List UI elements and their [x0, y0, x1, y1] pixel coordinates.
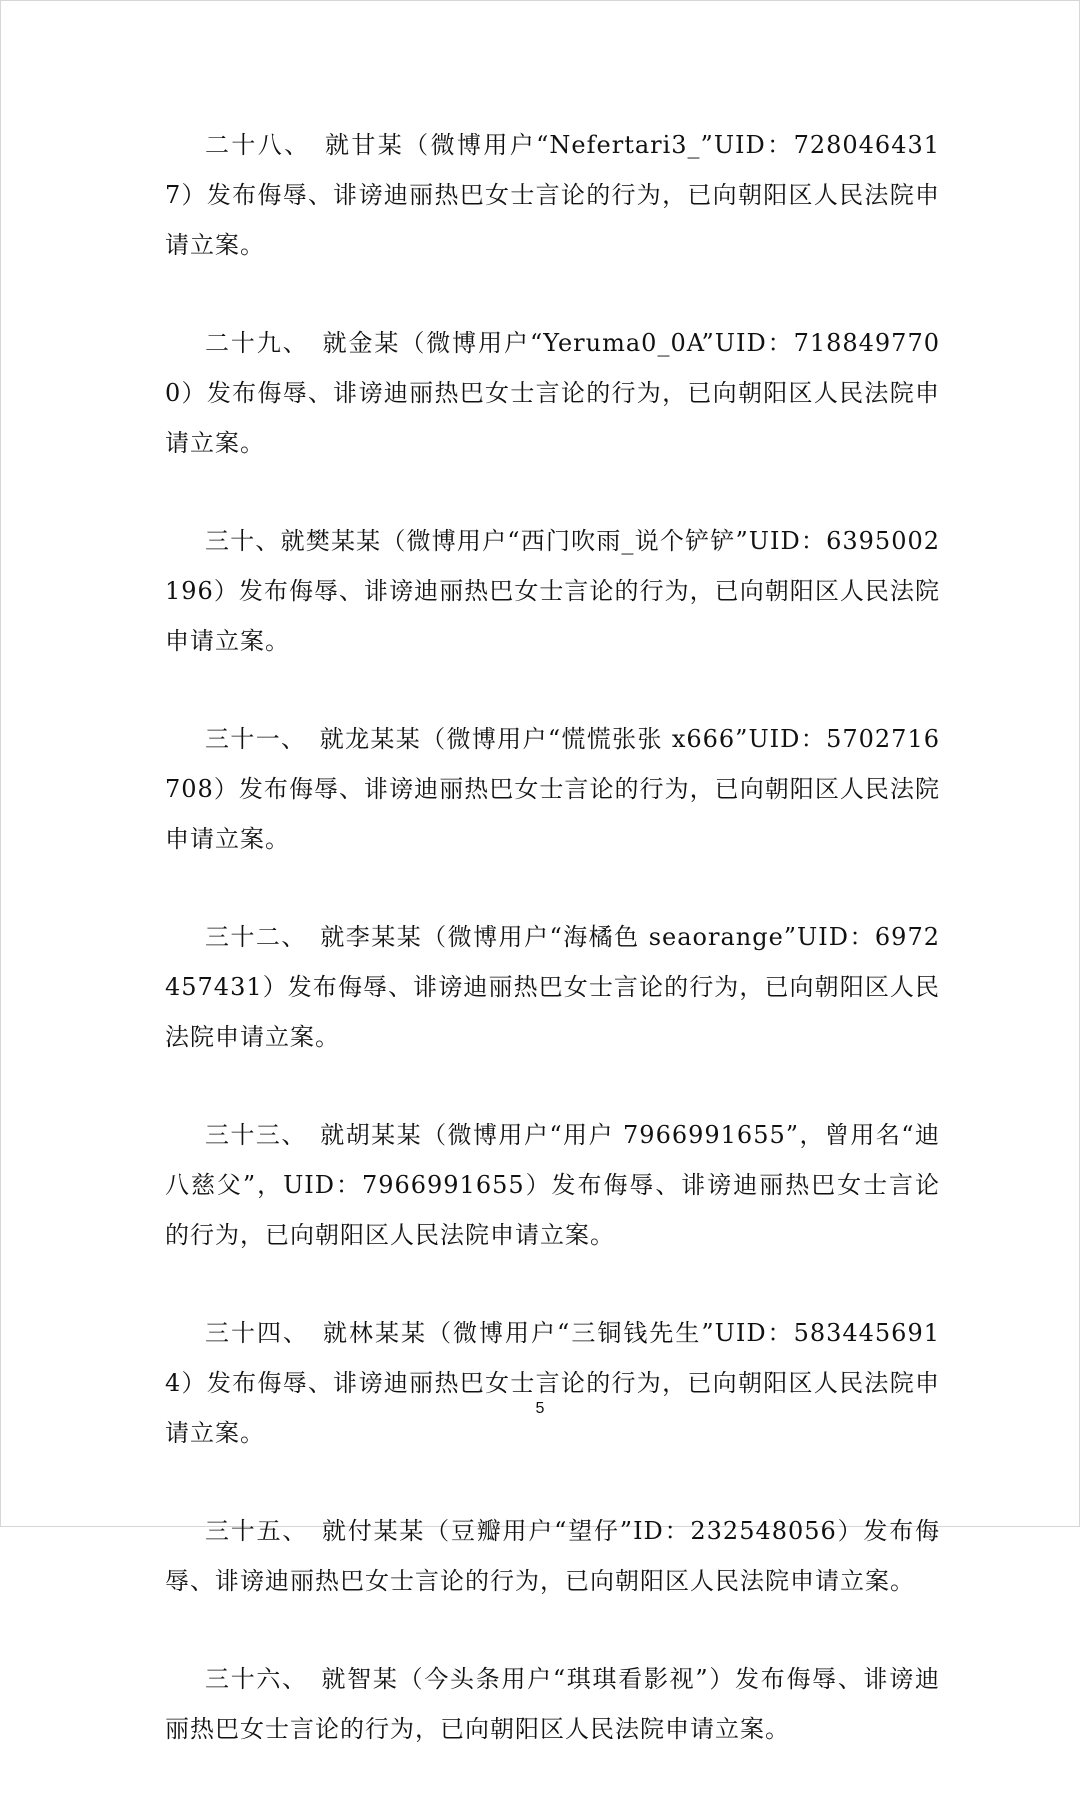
paragraph-32: 三十二、 就李某某（微博用户“海橘色 seaorange”UID：6972457431）发布侮辱、诽谤迪丽热巴女士言论的行为，已向朝阳区人民法院申请立案。 — [165, 923, 940, 1051]
paragraph-35: 三十五、 就付某某（豆瓣用户“望仔”ID：232548056）发布侮辱、诽谤迪丽热巴女士言论的行为，已向朝阳区人民法院申请立案。 — [165, 1517, 940, 1595]
document-body — [165, 120, 940, 1802]
paragraph-36: 三十六、 就智某（今头条用户“琪琪看影视”）发布侮辱、诽谤迪丽热巴女士言论的行为，已向朝阳区人民法院申请立案。 — [165, 1665, 940, 1743]
paragraph-34: 三十四、 就林某某（微博用户“三铜钱先生”UID：5834456914）发布侮辱、诽谤迪丽热巴女士言论的行为，已向朝阳区人民法院申请立案。 — [165, 1319, 940, 1447]
paragraph-28: 二十八、 就甘某（微博用户“Nefertari3_”UID：7280464317）发布侮辱、诽谤迪丽热巴女士言论的行为，已向朝阳区人民法院申请立案。 — [165, 131, 940, 259]
page-number: 5 — [535, 1400, 545, 1417]
paragraph-33: 三十三、 就胡某某（微博用户“用户 7966991655”，曾用名“迪八慈父”，UID：7966991655）发布侮辱、诽谤迪丽热巴女士言论的行为，已向朝阳区人民法院申请立案。 — [165, 1121, 940, 1249]
paragraph-31: 三十一、 就龙某某（微博用户“慌慌张张 x666”UID：5702716708）发布侮辱、诽谤迪丽热巴女士言论的行为，已向朝阳区人民法院申请立案。 — [165, 725, 940, 853]
paragraph-30: 三十、就樊某某（微博用户“西门吹雨_说个铲铲”UID：6395002196）发布侮辱、诽谤迪丽热巴女士言论的行为，已向朝阳区人民法院申请立案。 — [165, 527, 940, 655]
paragraph-29: 二十九、 就金某（微博用户“Yeruma0_0A”UID：7188497700）发布侮辱、诽谤迪丽热巴女士言论的行为，已向朝阳区人民法院申请立案。 — [165, 329, 940, 457]
